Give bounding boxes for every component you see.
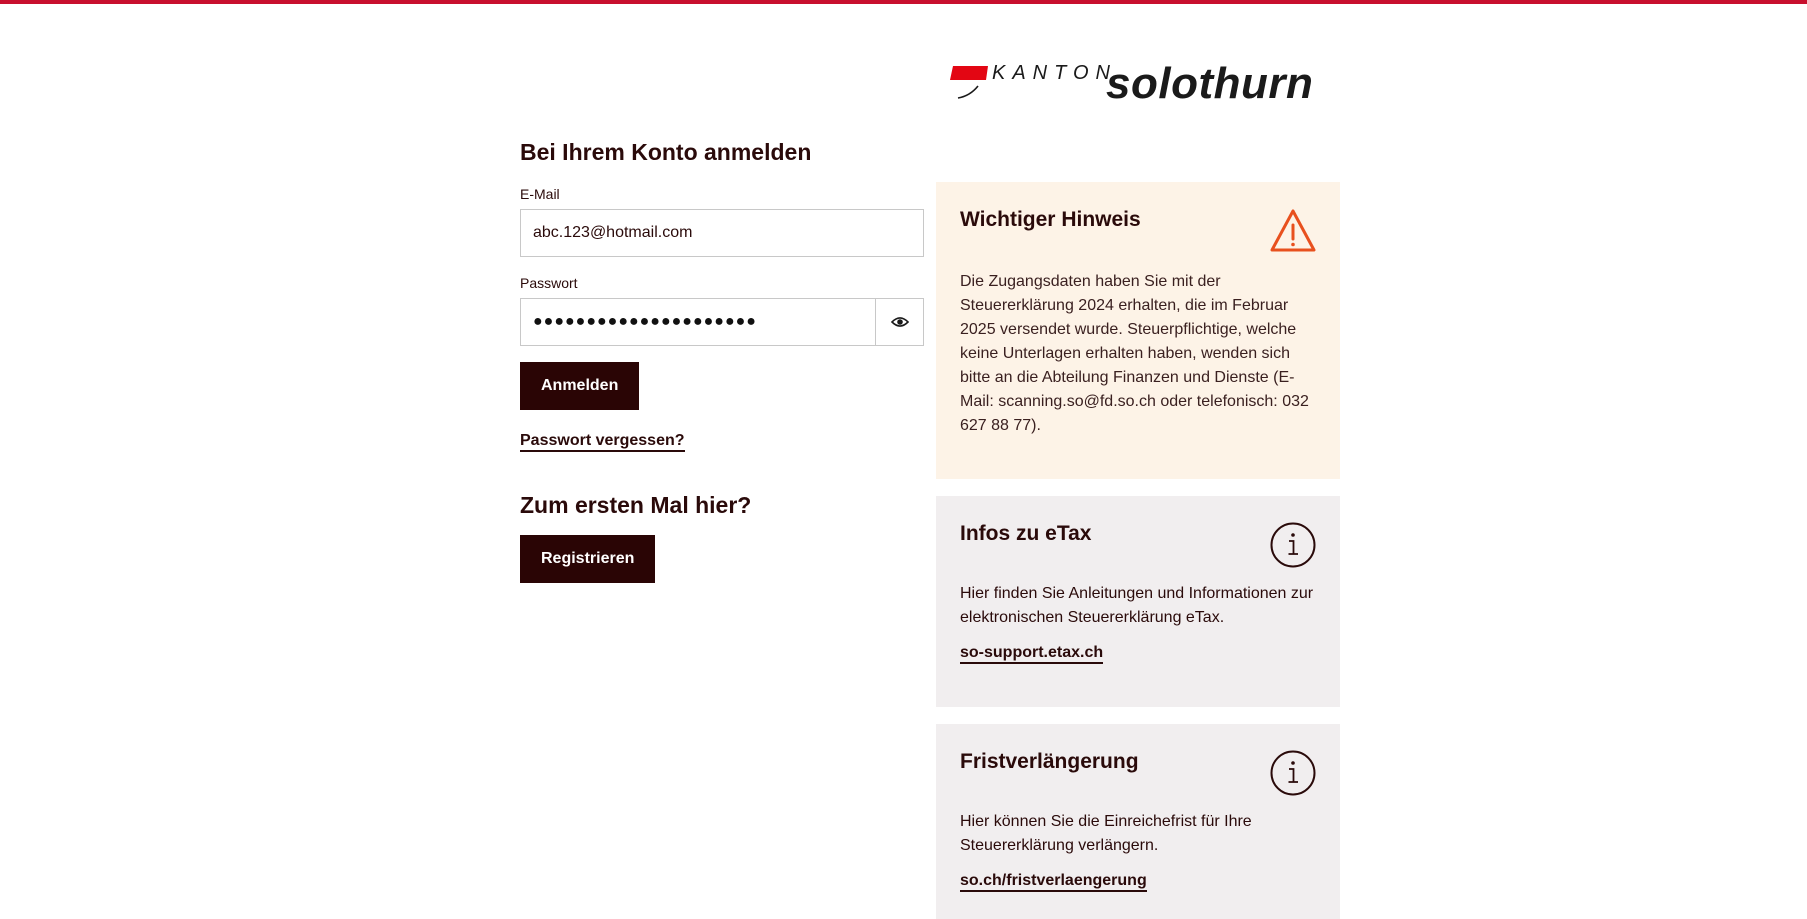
important-notice-text: Die Zugangsdaten haben Sie mit der Steuererklärung 2024 erhalten, die im Februar 2025 versendet wurde. Steuerpflichtige, welche keine Unterlagen erhalten haben, wenden sich bitte an die Abteilung Finanzen und Dienste (E-Mail: scanning.so@fd.so.ch oder telefonisch: 032 627 88 77). (960, 273, 1309, 434)
show-password-button[interactable] (875, 298, 924, 346)
etax-support-link[interactable]: so-support.etax.ch (960, 644, 1103, 664)
deadline-extension-card (936, 724, 1340, 919)
kanton-solothurn-logo (950, 60, 1340, 110)
deadline-extension-title: Fristverlängerung (960, 750, 1139, 773)
login-section (520, 130, 924, 583)
top-accent-bar (0, 0, 1807, 4)
password-label: Passwort (520, 275, 578, 291)
etax-info-card (936, 496, 1340, 707)
eye-icon (891, 316, 909, 328)
important-notice-card (936, 182, 1340, 479)
deadline-extension-link[interactable]: so.ch/fristverlaengerung (960, 872, 1147, 892)
register-title: Zum ersten Mal hier? (520, 492, 752, 518)
logo-kanton-text: KANTON (992, 62, 1117, 84)
warning-triangle-icon (1270, 208, 1316, 254)
password-row (520, 298, 924, 346)
password-field[interactable]: ●●●●●●●●●●●●●●●●●●●●● (520, 298, 875, 346)
login-button[interactable]: Anmelden (520, 362, 639, 410)
logo-flag-icon (950, 66, 990, 110)
deadline-extension-text: Hier können Sie die Einreichefrist für Ihre Steuererklärung verlängern. (960, 813, 1252, 854)
logo-solothurn-text: solothurn (1106, 59, 1314, 108)
info-icon (1270, 750, 1316, 796)
etax-info-text: Hier finden Sie Anleitungen und Informationen zur elektronischen Steuererklärung eTax. (960, 585, 1314, 626)
register-button[interactable]: Registrieren (520, 535, 655, 583)
info-icon (1270, 522, 1316, 568)
email-label: E-Mail (520, 186, 560, 202)
login-title: Bei Ihrem Konto anmelden (520, 139, 812, 165)
email-field[interactable]: abc.123@hotmail.com (520, 209, 924, 257)
forgot-password-link[interactable]: Passwort vergessen? (520, 432, 685, 452)
important-notice-title: Wichtiger Hinweis (960, 208, 1141, 231)
etax-info-title: Infos zu eTax (960, 522, 1092, 545)
